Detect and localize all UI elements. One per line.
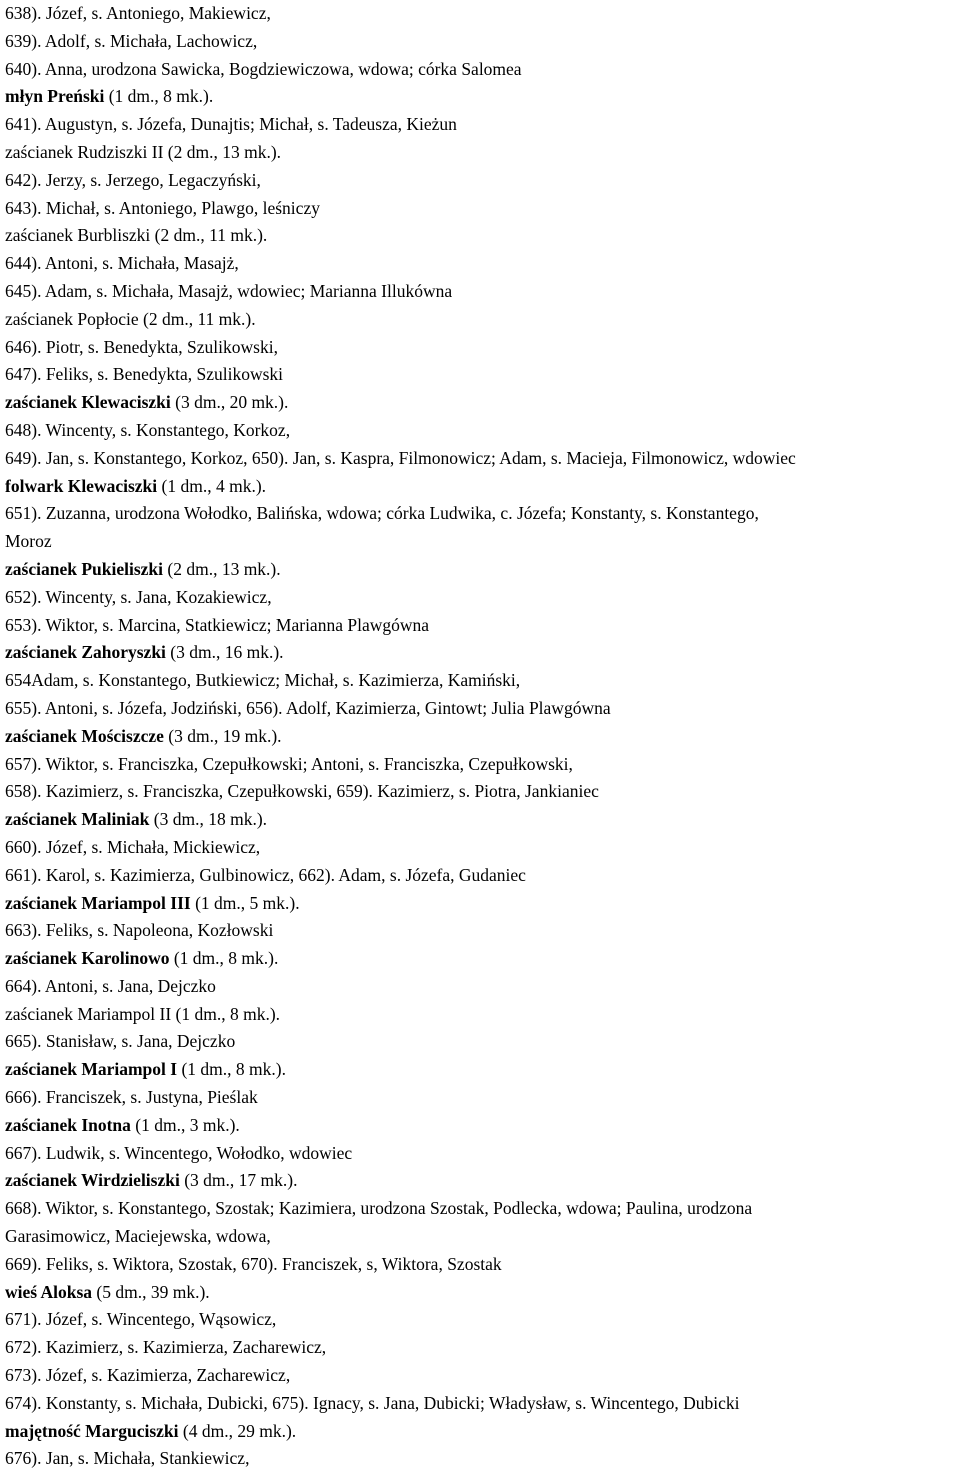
line-text: (3 dm., 20 mk.).: [170, 392, 289, 413]
line-text: Moroz: [5, 531, 52, 552]
line-text: (3 dm., 19 mk.).: [163, 725, 282, 746]
line-text: 667). Ludwik, s. Wincentego, Wołodko, wdowiec: [5, 1142, 353, 1163]
location-name: zaścianek Zahoryszki: [5, 642, 166, 663]
text-line: [5, 28, 955, 56]
location-name: zaścianek Inotna: [5, 1114, 131, 1135]
line-text: 655). Antoni, s. Józefa, Jodziński, 656). Adolf, Kazimierza, Gintowt; Julia Plawgówna: [5, 697, 611, 718]
text-line: [5, 56, 955, 84]
text-line: [5, 1390, 955, 1418]
line-text: (1 dm., 3 mk.).: [130, 1114, 240, 1135]
line-text: (3 dm., 17 mk.).: [179, 1170, 298, 1191]
text-line: [5, 222, 955, 250]
location-name: zaścianek Pukieliszki: [5, 558, 163, 579]
location-name: zaścianek Mariampol I: [5, 1059, 178, 1080]
line-text: 646). Piotr, s. Benedykta, Szulikowski,: [5, 336, 278, 357]
text-line: [5, 1140, 955, 1168]
text-line: [5, 1167, 955, 1195]
location-name: zaścianek Wirdzieliszki: [5, 1170, 180, 1191]
text-line: [5, 473, 955, 501]
text-line: [5, 973, 955, 1001]
text-line: [5, 0, 955, 28]
text-line: [5, 250, 955, 278]
line-text: 657). Wiktor, s. Franciszka, Czepułkowski; Antoni, s. Franciszka, Czepułkowski,: [5, 753, 573, 774]
line-text: (1 dm., 8 mk.).: [169, 948, 279, 969]
location-name: folwark Klewaciszki: [5, 475, 158, 496]
location-name: zaścianek Mościszcze: [5, 725, 164, 746]
line-text: 674). Konstanty, s. Michała, Dubicki, 675). Ignacy, s. Jana, Dubicki; Władysław, s. Wincentego, Dubicki: [5, 1392, 740, 1413]
text-line: [5, 556, 955, 584]
text-line: [5, 1445, 955, 1473]
text-line: [5, 111, 955, 139]
line-text: 651). Zuzanna, urodzona Wołodko, Balińska, wdowa; córka Ludwika, c. Józefa; Konstanty, s. Konstantego,: [5, 503, 759, 524]
line-text: 641). Augustyn, s. Józefa, Dunajtis; Michał, s. Tadeusza, Kieżun: [5, 114, 457, 135]
text-line: [5, 306, 955, 334]
text-line: [5, 667, 955, 695]
text-line: [5, 1306, 955, 1334]
text-line: [5, 139, 955, 167]
text-line: [5, 584, 955, 612]
line-text: zaścianek Rudziszki II (2 dm., 13 mk.).: [5, 141, 282, 162]
text-line: [5, 1195, 955, 1223]
text-line: [5, 1418, 955, 1446]
text-line: [5, 195, 955, 223]
text-line: [5, 723, 955, 751]
text-line: [5, 1251, 955, 1279]
location-name: zaścianek Maliniak: [5, 809, 150, 830]
text-line: [5, 945, 955, 973]
line-text: (3 dm., 16 mk.).: [165, 642, 284, 663]
text-line: [5, 917, 955, 945]
text-line: [5, 639, 955, 667]
line-text: 668). Wiktor, s. Konstantego, Szostak; Kazimiera, urodzona Szostak, Podlecka, wdowa; Paulina, urodzona: [5, 1198, 753, 1219]
line-text: 661). Karol, s. Kazimierza, Gulbinowicz, 662). Adam, s. Józefa, Gudaniec: [5, 864, 526, 885]
text-line: [5, 361, 955, 389]
line-text: (1 dm., 4 mk.).: [157, 475, 267, 496]
text-line: [5, 417, 955, 445]
line-text: zaścianek Burbliszki (2 dm., 11 mk.).: [5, 225, 268, 246]
line-text: 669). Feliks, s. Wiktora, Szostak, 670). Franciszek, s, Wiktora, Szostak: [5, 1253, 502, 1274]
line-text: (1 dm., 8 mk.).: [177, 1059, 286, 1080]
line-text: 672). Kazimierz, s. Kazimierza, Zacharewicz,: [5, 1337, 327, 1358]
text-line: [5, 612, 955, 640]
document-page: [5, 0, 955, 1473]
text-line: [5, 1334, 955, 1362]
text-line: [5, 278, 955, 306]
text-line: [5, 695, 955, 723]
text-line: [5, 890, 955, 918]
text-line: [5, 834, 955, 862]
text-line: [5, 1279, 955, 1307]
text-line: [5, 500, 955, 528]
text-line: [5, 1362, 955, 1390]
line-text: (1 dm., 5 mk.).: [190, 892, 300, 913]
text-line: [5, 528, 955, 556]
location-name: zaścianek Klewaciszki: [5, 392, 171, 413]
line-text: 647). Feliks, s. Benedykta, Szulikowski: [5, 364, 284, 385]
line-text: 642). Jerzy, s. Jerzego, Legaczyński,: [5, 169, 261, 190]
location-name: majętność Marguciszki: [5, 1420, 179, 1441]
line-text: 666). Franciszek, s. Justyna, Pieślak: [5, 1087, 258, 1108]
line-text: 665). Stanisław, s. Jana, Dejczko: [5, 1031, 236, 1052]
line-text: 652). Wincenty, s. Jana, Kozakiewicz,: [5, 586, 272, 607]
line-text: 673). Józef, s. Kazimierza, Zacharewicz,: [5, 1365, 291, 1386]
line-text: 649). Jan, s. Konstantego, Korkoz, 650). Jan, s. Kaspra, Filmonowicz; Adam, s. Macieja, Filmonowicz, wdowiec: [5, 447, 796, 468]
text-line: [5, 1056, 955, 1084]
line-text: 645). Adam, s. Michała, Masajż, wdowiec; Marianna Illukówna: [5, 280, 453, 301]
location-name: wieś Aloksa: [5, 1281, 93, 1302]
line-text: Garasimowicz, Maciejewska, wdowa,: [5, 1226, 271, 1247]
text-line: [5, 334, 955, 362]
line-text: (3 dm., 18 mk.).: [149, 809, 268, 830]
text-line: [5, 1084, 955, 1112]
line-text: 676). Jan, s. Michała, Stankiewicz,: [5, 1448, 250, 1469]
line-text: 671). Józef, s. Wincentego, Wąsowicz,: [5, 1309, 277, 1330]
location-name: młyn Preński: [5, 86, 105, 107]
line-text: zaścianek Popłocie (2 dm., 11 mk.).: [5, 308, 256, 329]
text-line: [5, 1001, 955, 1029]
line-text: 639). Adolf, s. Michała, Lachowicz,: [5, 30, 258, 51]
line-text: 654Adam, s. Konstantego, Butkiewicz; Michał, s. Kazimierza, Kamiński,: [5, 670, 521, 691]
text-line: [5, 751, 955, 779]
text-line: [5, 445, 955, 473]
line-text: 664). Antoni, s. Jana, Dejczko: [5, 975, 216, 996]
line-text: 653). Wiktor, s. Marcina, Statkiewicz; Marianna Plawgówna: [5, 614, 429, 635]
line-text: 663). Feliks, s. Napoleona, Kozłowski: [5, 920, 274, 941]
location-name: zaścianek Karolinowo: [5, 948, 170, 969]
line-text: 640). Anna, urodzona Sawicka, Bogdziewiczowa, wdowa; córka Salomea: [5, 58, 522, 79]
location-name: zaścianek Mariampol III: [5, 892, 191, 913]
text-line: [5, 389, 955, 417]
text-line: [5, 1223, 955, 1251]
line-text: 644). Antoni, s. Michała, Masajż,: [5, 253, 239, 274]
line-text: 660). Józef, s. Michała, Mickiewicz,: [5, 836, 261, 857]
line-text: 638). Józef, s. Antoniego, Makiewicz,: [5, 3, 271, 23]
text-line: [5, 167, 955, 195]
line-text: (5 dm., 39 mk.).: [92, 1281, 210, 1302]
line-text: 658). Kazimierz, s. Franciszka, Czepułkowski, 659). Kazimierz, s. Piotra, Jankianiec: [5, 781, 599, 802]
line-text: 643). Michał, s. Antoniego, Plawgo, leśniczy: [5, 197, 320, 218]
text-line: [5, 778, 955, 806]
text-line: [5, 1028, 955, 1056]
line-text: 648). Wincenty, s. Konstantego, Korkoz,: [5, 419, 291, 440]
line-text: (4 dm., 29 mk.).: [178, 1420, 297, 1441]
text-line: [5, 806, 955, 834]
text-line: [5, 862, 955, 890]
line-text: (1 dm., 8 mk.).: [104, 86, 214, 107]
line-text: (2 dm., 13 mk.).: [163, 558, 281, 579]
text-line: [5, 1112, 955, 1140]
text-line: [5, 83, 955, 111]
line-text: zaścianek Mariampol II (1 dm., 8 mk.).: [5, 1003, 281, 1024]
